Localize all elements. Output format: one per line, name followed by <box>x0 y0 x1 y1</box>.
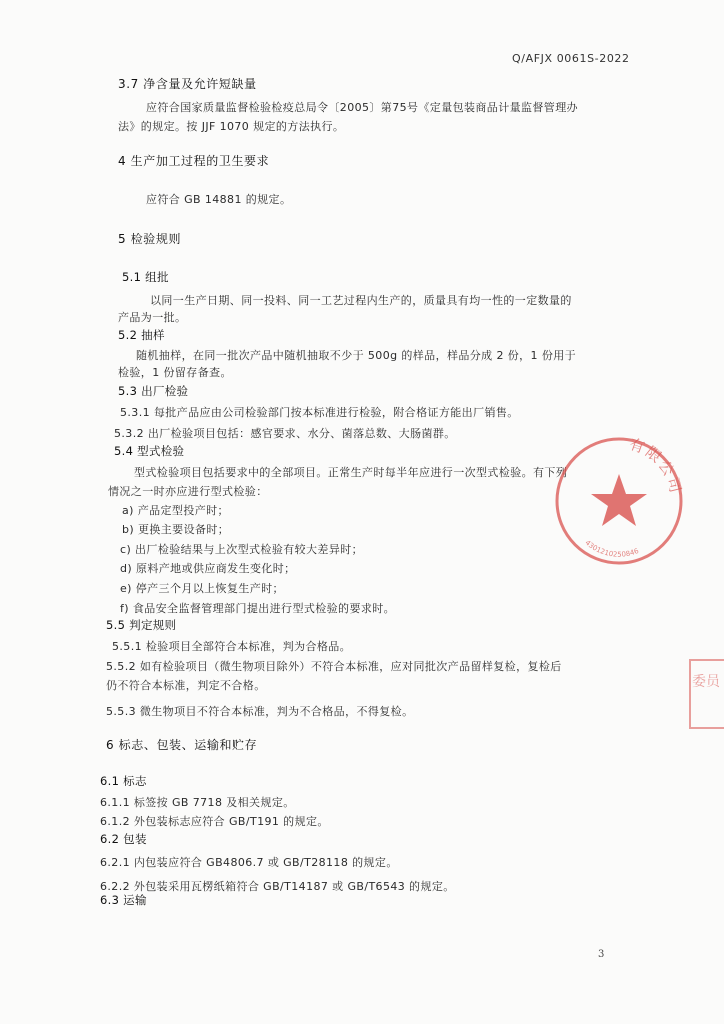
partial-seal-stamp <box>684 656 724 732</box>
paragraph-line: 检验，1 份留存备查。 <box>118 366 232 379</box>
list-item: d) 原料产地或供应商发生变化时； <box>120 562 296 575</box>
partial-seal-text: 委员 <box>692 674 720 690</box>
paragraph-line: 6.1.1 标签按 GB 7718 及相关规定。 <box>100 796 295 809</box>
section-5-2-title: 5.2 抽样 <box>118 328 165 342</box>
section-3-7-title: 3.7 净含量及允许短缺量 <box>118 77 257 91</box>
paragraph-line: 以同一生产日期、同一投料、同一工艺过程内生产的，质量具有均一性的一定数量的 <box>150 294 572 307</box>
paragraph-line: 法》的规定。按 JJF 1070 规定的方法执行。 <box>118 120 345 133</box>
list-item: b) 更换主要设备时； <box>122 523 230 536</box>
paragraph-line: 应符合国家质量监督检验检疫总局令〔2005〕第75号《定量包装商品计量监督管理办 <box>146 101 578 114</box>
page-number: 3 <box>598 949 605 960</box>
list-item: a) 产品定型投产时； <box>122 504 229 517</box>
section-5-5-title: 5.5 判定规则 <box>106 618 177 632</box>
paragraph-line: 产品为一批。 <box>118 311 187 324</box>
document-number: Q/AFJX 0061S-2022 <box>512 52 630 65</box>
list-item: e) 停产三个月以上恢复生产时； <box>120 582 284 595</box>
seal-star-icon <box>591 474 647 526</box>
section-6-1-title: 6.1 标志 <box>100 774 147 788</box>
section-5-4-title: 5.4 型式检验 <box>114 444 185 458</box>
svg-text:有限公司 <box>627 435 685 497</box>
section-5-title: 5 检验规则 <box>118 232 182 246</box>
section-5-1-title: 5.1 组批 <box>122 270 169 284</box>
seal-text: 有限公司 <box>626 434 686 497</box>
section-4-title: 4 生产加工过程的卫生要求 <box>118 154 270 168</box>
company-seal-stamp <box>548 430 690 572</box>
paragraph-line: 5.5.3 微生物项目不符合本标准，判为不合格品，不得复检。 <box>106 705 414 718</box>
paragraph-line: 6.1.2 外包装标志应符合 GB/T191 的规定。 <box>100 815 329 828</box>
paragraph-line: 6.2.1 内包装应符合 GB4806.7 或 GB/T28118 的规定。 <box>100 856 398 869</box>
list-item: c) 出厂检验结果与上次型式检验有较大差异时； <box>120 543 364 556</box>
paragraph-line: 6.2.2 外包装采用瓦楞纸箱符合 GB/T14187 或 GB/T6543 的规定。 <box>100 880 455 893</box>
paragraph-line: 随机抽样，在同一批次产品中随机抽取不少于 500g 的样品，样品分成 2 份，1 份用于 <box>136 349 577 362</box>
paragraph-line: 5.3.2 出厂检验项目包括：感官要求、水分、菌落总数、大肠菌群。 <box>114 427 456 440</box>
list-item: f) 食品安全监督管理部门提出进行型式检验的要求时。 <box>120 602 396 615</box>
paragraph-line: 5.3.1 每批产品应由公司检验部门按本标准进行检验，附合格证方能出厂销售。 <box>120 406 519 419</box>
seal-number: 4301210250846 <box>583 538 640 559</box>
section-6-2-title: 6.2 包装 <box>100 832 147 846</box>
section-6-title: 6 标志、包装、运输和贮存 <box>106 738 258 752</box>
paragraph-line: 情况之一时亦应进行型式检验： <box>108 485 268 498</box>
paragraph-line: 5.5.1 检验项目全部符合本标准，判为合格品。 <box>112 640 352 653</box>
paragraph-line: 型式检验项目包括要求中的全部项目。正常生产时每半年应进行一次型式检验。有下列 <box>134 466 568 479</box>
paragraph-line: 应符合 GB 14881 的规定。 <box>146 193 292 206</box>
section-5-3-title: 5.3 出厂检验 <box>118 384 189 398</box>
section-6-3-title: 6.3 运输 <box>100 893 147 907</box>
paragraph-line: 5.5.2 如有检验项目（微生物项目除外）不符合本标准，应对同批次产品留样复检，复检后 <box>106 660 562 673</box>
paragraph-line: 仍不符合本标准，判定不合格。 <box>106 679 266 692</box>
